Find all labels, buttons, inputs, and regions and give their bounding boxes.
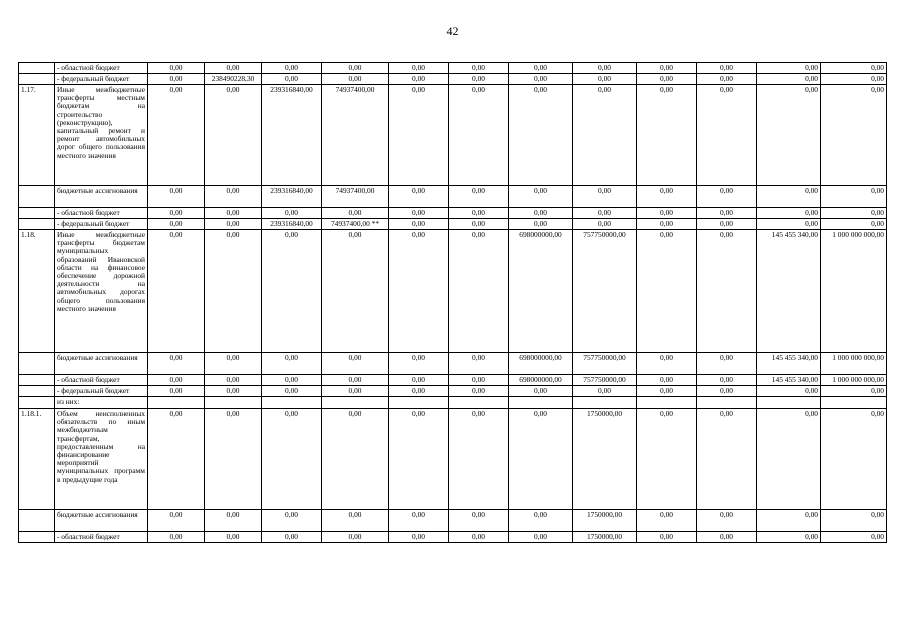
value-cell: 0,00	[697, 409, 757, 510]
value-cell: 239316840,00	[262, 219, 322, 230]
table-row	[19, 386, 887, 397]
value-cell: 0,00	[821, 208, 887, 219]
value-cell	[262, 397, 322, 409]
table-row	[19, 532, 887, 543]
table-row	[19, 375, 887, 386]
row-name: Объем неисполненных обязательств по иным межбюджетным трансфертам, предоставленным на финансирование мероприятий муниципальных программ в предыдущие года	[55, 409, 148, 510]
value-cell: 0,00	[573, 63, 637, 74]
value-cell: 1750000,00	[573, 532, 637, 543]
table-row	[19, 510, 887, 532]
value-cell	[637, 397, 697, 409]
row-name: бюджетные ассигнования	[55, 510, 148, 532]
value-cell: 0,00	[148, 532, 205, 543]
value-cell: 0,00	[757, 409, 821, 510]
value-cell: 757750000,00	[573, 230, 637, 353]
value-cell: 0,00	[322, 63, 389, 74]
value-cell: 0,00	[637, 386, 697, 397]
row-name: бюджетные ассигнования	[55, 186, 148, 208]
value-cell: 0,00	[389, 353, 449, 375]
value-cell	[821, 397, 887, 409]
value-cell: 0,00	[509, 409, 573, 510]
value-cell: 0,00	[148, 375, 205, 386]
row-name: - федеральный бюджет	[55, 386, 148, 397]
table-row	[19, 353, 887, 375]
value-cell: 0,00	[322, 230, 389, 353]
value-cell: 0,00	[821, 85, 887, 186]
value-cell: 239316840,00	[262, 85, 322, 186]
value-cell: 698000000,00	[509, 230, 573, 353]
value-cell: 0,00	[509, 219, 573, 230]
value-cell: 0,00	[148, 510, 205, 532]
value-cell	[509, 397, 573, 409]
row-number: 1.18.	[19, 230, 55, 353]
value-cell: 0,00	[637, 353, 697, 375]
table-row	[19, 219, 887, 230]
value-cell: 145 455 340,00	[757, 230, 821, 353]
value-cell: 0,00	[697, 63, 757, 74]
value-cell: 0,00	[821, 74, 887, 85]
value-cell: 0,00	[697, 230, 757, 353]
row-number	[19, 186, 55, 208]
value-cell: 0,00	[449, 85, 509, 186]
value-cell: 0,00	[322, 74, 389, 85]
value-cell: 0,00	[509, 208, 573, 219]
value-cell: 145 455 340,00	[757, 353, 821, 375]
value-cell: 0,00	[322, 375, 389, 386]
value-cell: 0,00	[389, 532, 449, 543]
value-cell: 0,00	[697, 208, 757, 219]
value-cell	[757, 397, 821, 409]
value-cell: 0,00	[697, 353, 757, 375]
value-cell: 0,00	[262, 74, 322, 85]
value-cell: 0,00	[262, 386, 322, 397]
row-name: Иные межбюджетные трансферты бюджетам муниципальных образований Ивановской области на финансовое обеспечение дорожной деятельности на автомобильных дорогах общего пользования местного значения	[55, 230, 148, 353]
value-cell: 0,00	[821, 532, 887, 543]
value-cell: 0,00	[205, 186, 262, 208]
table-row	[19, 63, 887, 74]
value-cell	[389, 397, 449, 409]
value-cell: 74937400,00 **	[322, 219, 389, 230]
row-number	[19, 63, 55, 74]
value-cell: 0,00	[449, 409, 509, 510]
value-cell: 0,00	[697, 375, 757, 386]
value-cell: 0,00	[148, 409, 205, 510]
value-cell: 0,00	[389, 74, 449, 85]
value-cell: 0,00	[389, 63, 449, 74]
row-number	[19, 510, 55, 532]
value-cell: 0,00	[821, 409, 887, 510]
value-cell: 0,00	[389, 230, 449, 353]
value-cell: 0,00	[509, 74, 573, 85]
value-cell	[148, 397, 205, 409]
row-number	[19, 208, 55, 219]
row-number	[19, 74, 55, 85]
value-cell: 0,00	[821, 386, 887, 397]
row-name: - областной бюджет	[55, 63, 148, 74]
value-cell: 0,00	[573, 85, 637, 186]
value-cell: 0,00	[262, 532, 322, 543]
value-cell: 0,00	[148, 74, 205, 85]
row-name: Иные межбюджетные трансферты местным бюджетам на строительство (реконструкцию), капитальный ремонт и ремонт автомобильных дорог общего пользования местного значения	[55, 85, 148, 186]
value-cell: 0,00	[449, 386, 509, 397]
value-cell: 0,00	[509, 510, 573, 532]
value-cell: 0,00	[449, 74, 509, 85]
value-cell: 0,00	[573, 219, 637, 230]
value-cell: 0,00	[205, 85, 262, 186]
budget-table	[18, 62, 887, 543]
value-cell: 0,00	[449, 532, 509, 543]
value-cell: 0,00	[757, 219, 821, 230]
value-cell: 0,00	[148, 186, 205, 208]
table-row	[19, 409, 887, 510]
value-cell: 0,00	[205, 353, 262, 375]
value-cell: 0,00	[637, 63, 697, 74]
value-cell: 0,00	[697, 510, 757, 532]
value-cell: 0,00	[389, 208, 449, 219]
row-name: - федеральный бюджет	[55, 219, 148, 230]
value-cell: 0,00	[205, 386, 262, 397]
value-cell: 0,00	[757, 386, 821, 397]
value-cell: 0,00	[449, 186, 509, 208]
value-cell: 0,00	[389, 375, 449, 386]
value-cell: 238490228,30	[205, 74, 262, 85]
value-cell: 698000000,00	[509, 353, 573, 375]
value-cell: 0,00	[573, 386, 637, 397]
value-cell: 0,00	[757, 186, 821, 208]
value-cell: 145 455 340,00	[757, 375, 821, 386]
value-cell: 0,00	[262, 208, 322, 219]
row-number: 1.18.1.	[19, 409, 55, 510]
value-cell: 0,00	[449, 219, 509, 230]
row-name: - областной бюджет	[55, 375, 148, 386]
value-cell: 0,00	[821, 510, 887, 532]
value-cell: 0,00	[148, 386, 205, 397]
value-cell: 0,00	[205, 375, 262, 386]
value-cell: 0,00	[637, 409, 697, 510]
value-cell: 0,00	[637, 219, 697, 230]
value-cell: 0,00	[148, 219, 205, 230]
value-cell: 0,00	[262, 409, 322, 510]
value-cell: 74937400,00	[322, 85, 389, 186]
value-cell: 0,00	[389, 386, 449, 397]
value-cell: 0,00	[262, 353, 322, 375]
value-cell	[322, 397, 389, 409]
value-cell	[449, 397, 509, 409]
table-row	[19, 208, 887, 219]
table-row	[19, 230, 887, 353]
value-cell: 0,00	[205, 409, 262, 510]
value-cell: 0,00	[757, 510, 821, 532]
value-cell: 0,00	[637, 208, 697, 219]
value-cell: 0,00	[757, 85, 821, 186]
value-cell: 0,00	[757, 63, 821, 74]
value-cell: 0,00	[322, 532, 389, 543]
value-cell: 0,00	[205, 510, 262, 532]
value-cell: 0,00	[389, 219, 449, 230]
value-cell: 0,00	[322, 386, 389, 397]
value-cell: 0,00	[757, 532, 821, 543]
value-cell: 0,00	[821, 63, 887, 74]
table-row	[19, 397, 887, 409]
table-row	[19, 186, 887, 208]
value-cell: 0,00	[262, 230, 322, 353]
value-cell: 0,00	[637, 510, 697, 532]
value-cell: 0,00	[262, 375, 322, 386]
value-cell: 0,00	[389, 85, 449, 186]
value-cell	[697, 397, 757, 409]
row-number	[19, 219, 55, 230]
value-cell: 0,00	[573, 208, 637, 219]
value-cell: 0,00	[637, 186, 697, 208]
value-cell: 0,00	[697, 219, 757, 230]
row-name: бюджетные ассигнования	[55, 353, 148, 375]
value-cell: 0,00	[509, 186, 573, 208]
value-cell: 0,00	[637, 230, 697, 353]
value-cell: 0,00	[821, 186, 887, 208]
value-cell: 0,00	[205, 208, 262, 219]
value-cell: 0,00	[573, 74, 637, 85]
value-cell: 0,00	[637, 74, 697, 85]
value-cell: 0,00	[449, 510, 509, 532]
value-cell: 0,00	[148, 63, 205, 74]
value-cell: 698000000,00	[509, 375, 573, 386]
value-cell: 0,00	[389, 510, 449, 532]
row-name: - областной бюджет	[55, 208, 148, 219]
value-cell: 0,00	[821, 219, 887, 230]
value-cell: 0,00	[637, 375, 697, 386]
value-cell: 757750000,00	[573, 353, 637, 375]
row-number	[19, 532, 55, 543]
value-cell: 0,00	[449, 375, 509, 386]
value-cell: 0,00	[509, 63, 573, 74]
value-cell	[573, 397, 637, 409]
value-cell: 0,00	[697, 74, 757, 85]
value-cell: 0,00	[148, 208, 205, 219]
value-cell: 0,00	[322, 353, 389, 375]
value-cell: 0,00	[449, 230, 509, 353]
value-cell: 0,00	[573, 186, 637, 208]
value-cell: 1750000,00	[573, 510, 637, 532]
value-cell: 0,00	[389, 186, 449, 208]
value-cell: 0,00	[322, 208, 389, 219]
value-cell: 1 000 000 000,00	[821, 230, 887, 353]
value-cell: 0,00	[757, 208, 821, 219]
value-cell: 0,00	[697, 532, 757, 543]
row-name: из них:	[55, 397, 148, 409]
value-cell	[205, 397, 262, 409]
value-cell: 0,00	[262, 510, 322, 532]
value-cell: 0,00	[148, 85, 205, 186]
value-cell: 0,00	[637, 532, 697, 543]
row-number	[19, 353, 55, 375]
value-cell: 0,00	[322, 409, 389, 510]
row-name: - областной бюджет	[55, 532, 148, 543]
value-cell: 0,00	[449, 208, 509, 219]
value-cell: 0,00	[148, 353, 205, 375]
row-number	[19, 386, 55, 397]
value-cell: 0,00	[205, 230, 262, 353]
value-cell: 0,00	[148, 230, 205, 353]
value-cell: 0,00	[509, 532, 573, 543]
value-cell: 0,00	[389, 409, 449, 510]
value-cell: 0,00	[509, 386, 573, 397]
value-cell: 0,00	[205, 532, 262, 543]
value-cell: 0,00	[697, 386, 757, 397]
value-cell: 0,00	[637, 85, 697, 186]
value-cell: 0,00	[697, 85, 757, 186]
row-number	[19, 397, 55, 409]
value-cell: 1750000,00	[573, 409, 637, 510]
row-name: - федеральный бюджет	[55, 74, 148, 85]
page-number: 42	[446, 24, 459, 38]
table-row	[19, 85, 887, 186]
row-number	[19, 375, 55, 386]
value-cell: 1 000 000 000,00	[821, 353, 887, 375]
value-cell: 0,00	[322, 510, 389, 532]
value-cell: 239316840,00	[262, 186, 322, 208]
table-row	[19, 74, 887, 85]
value-cell: 0,00	[205, 219, 262, 230]
row-number: 1.17.	[19, 85, 55, 186]
value-cell: 74937400,00	[322, 186, 389, 208]
value-cell: 1 000 000 000,00	[821, 375, 887, 386]
value-cell: 757750000,00	[573, 375, 637, 386]
value-cell: 0,00	[205, 63, 262, 74]
value-cell: 0,00	[449, 353, 509, 375]
value-cell: 0,00	[262, 63, 322, 74]
value-cell: 0,00	[509, 85, 573, 186]
value-cell: 0,00	[757, 74, 821, 85]
value-cell: 0,00	[449, 63, 509, 74]
value-cell: 0,00	[697, 186, 757, 208]
